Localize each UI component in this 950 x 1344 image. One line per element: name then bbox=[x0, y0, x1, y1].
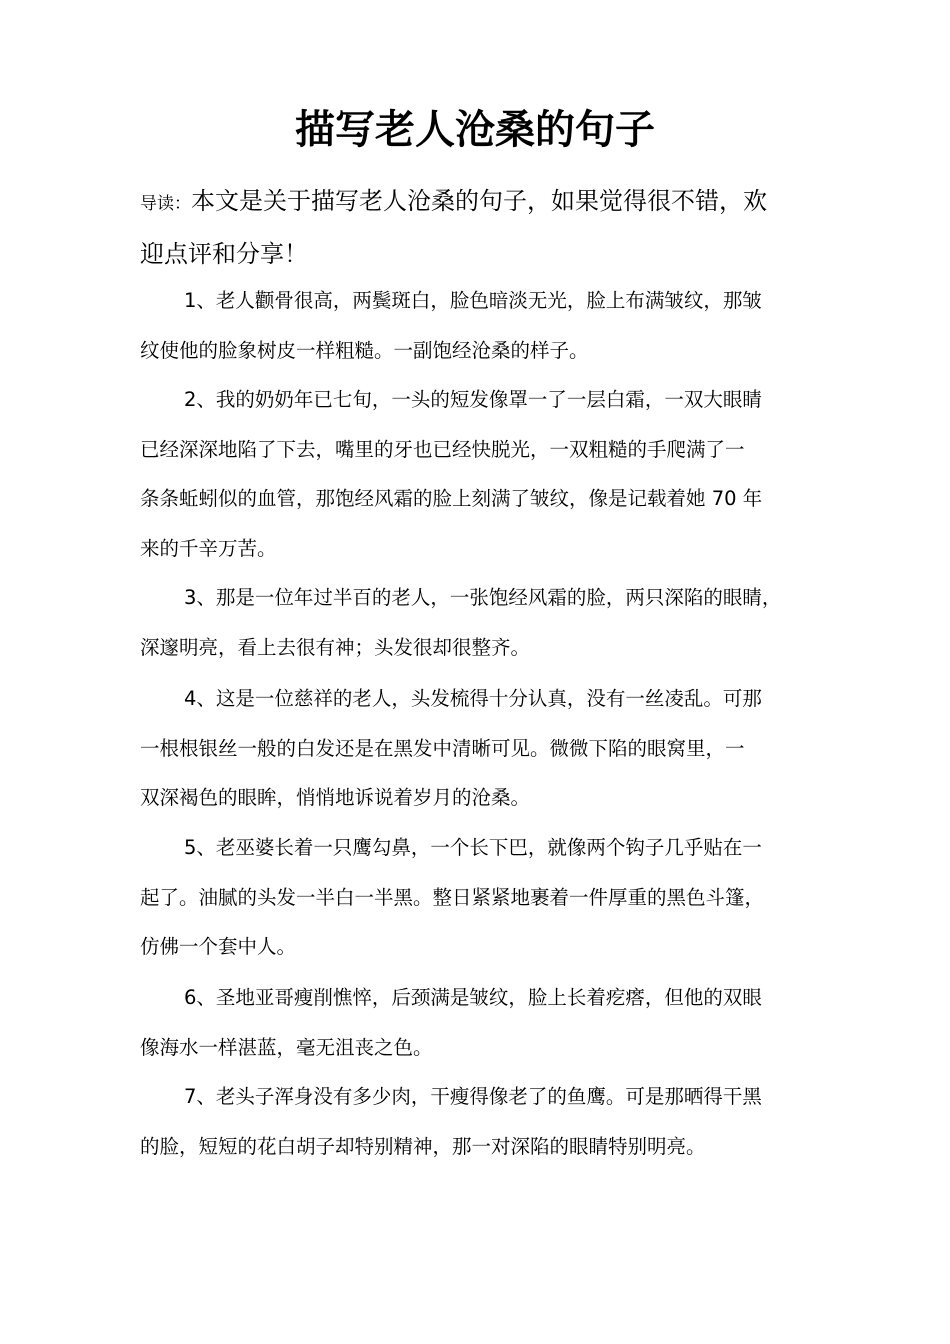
paragraph-4 bbox=[140, 674, 830, 823]
paragraph-line: 3、那是一位年过半百的老人，一张饱经风霜的脸，两只深陷的眼睛， bbox=[184, 586, 782, 609]
paragraph-line: 7、老头子浑身没有多少肉，干瘦得像老了的鱼鹰。可是那晒得干黑 bbox=[184, 1085, 762, 1108]
intro-line: 本文是关于描写老人沧桑的句子，如果觉得很不错，欢 bbox=[191, 187, 767, 215]
paragraph-line: 起了。油腻的头发一半白一半黑。整日紧紧地裹着一件厚重的黑色斗篷， bbox=[140, 885, 765, 909]
paragraph-line: 条条蚯蚓似的血管，那饱经风霜的脸上刻满了皱纹，像是记载着她 70 年 bbox=[140, 487, 763, 510]
paragraph-line: 5、老巫婆长着一只鹰勾鼻，一个长下巴，就像两个钩子几乎贴在一 bbox=[184, 836, 762, 859]
paragraph-line: 4、这是一位慈祥的老人，头发梳得十分认真，没有一丝凌乱。可那 bbox=[184, 687, 762, 710]
paragraph-line: 1、老人颧骨很高，两鬓斑白，脸色暗淡无光，脸上布满皱纹，那皱 bbox=[184, 289, 762, 312]
paragraph-line: 纹使他的脸象树皮一样粗糙。一副饱经沧桑的样子。 bbox=[140, 338, 589, 362]
intro-lead-label: 导读： bbox=[140, 194, 191, 214]
paragraph-5 bbox=[140, 823, 830, 972]
intro-paragraph bbox=[140, 176, 820, 279]
paragraph-1 bbox=[140, 276, 830, 375]
paragraph-6 bbox=[140, 973, 830, 1072]
paragraph-line: 一根根银丝一般的白发还是在黑发中清晰可见。微微下陷的眼窝里，一 bbox=[140, 736, 745, 760]
paragraph-2 bbox=[140, 375, 830, 573]
paragraph-line: 来的千辛万苦。 bbox=[140, 536, 277, 560]
paragraph-line: 像海水一样湛蓝，毫无沮丧之色。 bbox=[140, 1035, 433, 1059]
paragraph-line: 的脸，短短的花白胡子却特别精神，那一对深陷的眼睛特别明亮。 bbox=[140, 1134, 706, 1158]
paragraph-line: 2、我的奶奶年已七旬，一头的短发像罩一了一层白霜，一双大眼睛 bbox=[184, 388, 762, 411]
paragraph-line: 仿佛一个套中人。 bbox=[140, 935, 297, 958]
intro-line: 迎点评和分享！ bbox=[140, 240, 308, 268]
paragraph-line: 已经深深地陷了下去，嘴里的牙也已经快脱光，一双粗糙的手爬满了一 bbox=[140, 437, 745, 461]
paragraph-line: 深邃明亮，看上去很有神；头发很却很整齐。 bbox=[140, 635, 531, 659]
paragraph-line: 6、圣地亚哥瘦削憔悴，后颈满是皱纹，脸上长着疙瘩，但他的双眼 bbox=[184, 986, 762, 1009]
paragraph-7 bbox=[140, 1072, 830, 1171]
page-title: 描写老人沧桑的句子 bbox=[295, 107, 655, 153]
paragraph-line: 双深褐色的眼眸，悄悄地诉说着岁月的沧桑。 bbox=[140, 786, 531, 809]
paragraph-3 bbox=[140, 573, 830, 672]
